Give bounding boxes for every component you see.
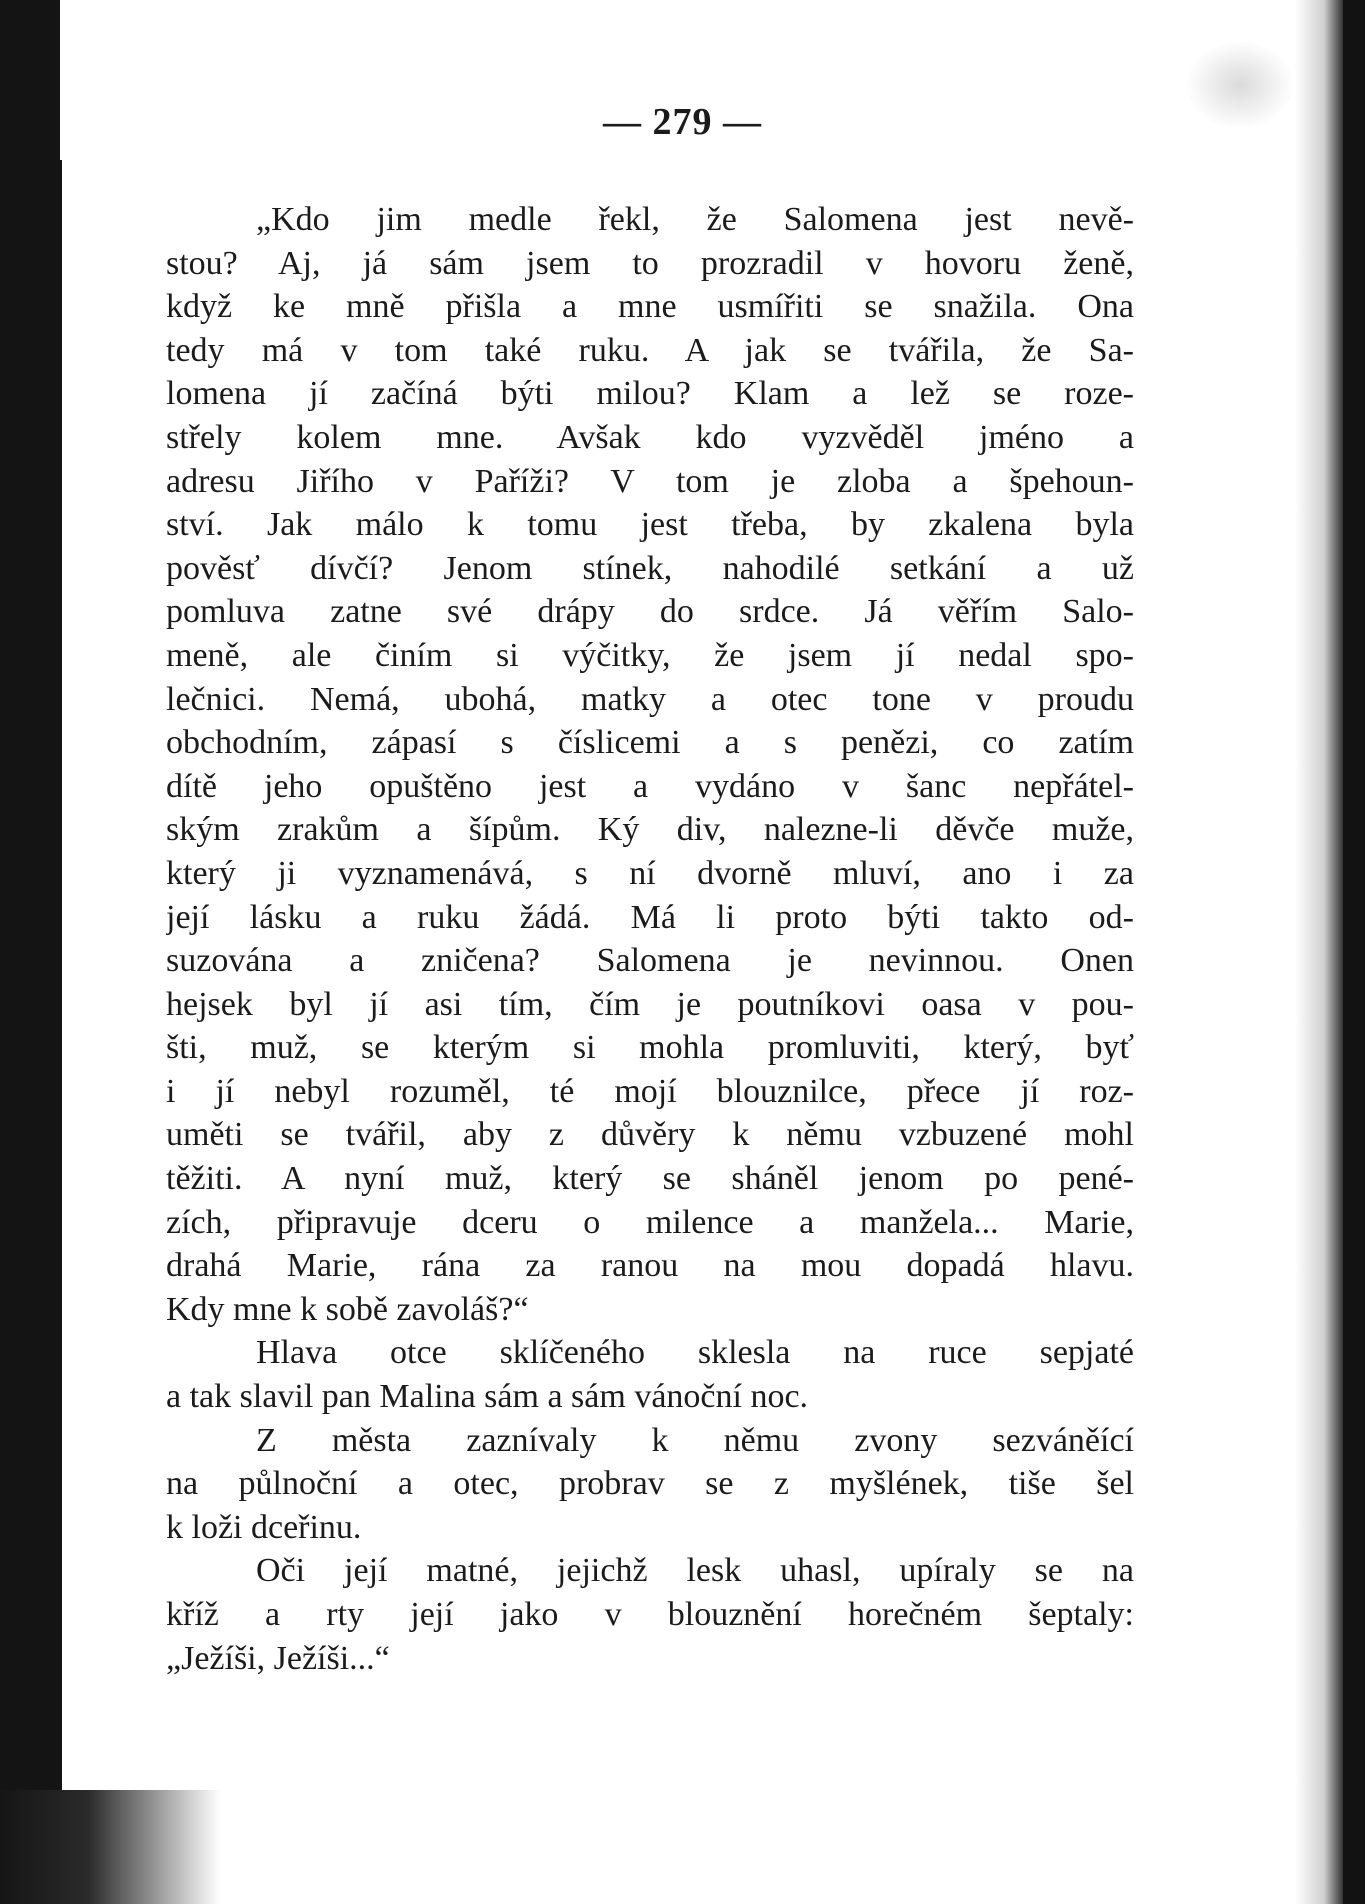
scan-right-shadow bbox=[1295, 0, 1343, 1904]
text-line: střely kolem mne. Avšak kdo vyzvěděl jméno a bbox=[166, 418, 1134, 456]
text-line: „Ježíši, Ježíši...“ bbox=[166, 1639, 390, 1677]
text-line: který ji vyznamenává, s ní dvorně mluví, ano i za bbox=[166, 854, 1134, 892]
text-line: meně, ale činím si výčitky, že jsem jí nedal spo- bbox=[166, 636, 1134, 674]
text-line: drahá Marie, rána za ranou na mou dopadá hlavu. bbox=[166, 1247, 1134, 1285]
scan-left-border-inner bbox=[52, 160, 62, 1904]
text-line: kříž a rty její jako v blouznění horečném šeptaly: bbox=[166, 1596, 1134, 1633]
text-line: adresu Jiřího v Paříži? V tom je zloba a špehoun- bbox=[166, 462, 1134, 500]
text-line: její lásku a ruku žádá. Má li proto býti takto od- bbox=[166, 898, 1134, 936]
scan-right-border bbox=[1343, 0, 1365, 1904]
text-line: když ke mně přišla a mne usmířiti se snažila. Ona bbox=[166, 288, 1134, 326]
text-line: tedy má v tom také ruku. A jak se tvářila, že Sa- bbox=[166, 331, 1134, 369]
text-line: suzována a zničena? Salomena je nevinnou. Onen bbox=[166, 942, 1134, 980]
text-line: šti, muž, se kterým si mohla promluviti, který, byť bbox=[166, 1029, 1134, 1067]
text-line: obchodním, zápasí s číslicemi a s penězi, co zatím bbox=[166, 724, 1134, 762]
text-line: k loži dceřinu. bbox=[166, 1508, 362, 1546]
text-line: hejsek byl jí asi tím, čím je poutníkovi oasa v pou- bbox=[166, 985, 1134, 1023]
text-line: na půlnoční a otec, probrav se z myšlének, tiše šel bbox=[166, 1465, 1134, 1503]
text-line: Hlava otce sklíčeného sklesla na ruce sepjaté bbox=[256, 1334, 1134, 1372]
text-line: pomluva zatne své drápy do srdce. Já věřím Salo- bbox=[166, 593, 1134, 631]
text-line: stou? Aj, já sám jsem to prozradil v hovoru ženě, bbox=[166, 244, 1134, 282]
text-line: dítě jeho opuštěno jest a vydáno v šanc nepřátel- bbox=[166, 767, 1134, 805]
text-line: i jí nebyl rozuměl, té mojí blouznilce, přece jí roz- bbox=[166, 1072, 1134, 1110]
text-line: Z města zaznívaly k němu zvony sezváněící bbox=[256, 1421, 1134, 1459]
scan-bottom-left-shadow bbox=[0, 1790, 220, 1904]
text-line: lečnici. Nemá, ubohá, matky a otec tone v proudu bbox=[166, 680, 1134, 718]
text-line: „Kdo jim medle řekl, že Salomena jest nevě- bbox=[256, 201, 1134, 238]
text-line: pověsť dívčí? Jenom stínek, nahodilé setkání a už bbox=[166, 549, 1134, 587]
text-line: ství. Jak málo k tomu jest třeba, by zkalena byla bbox=[166, 506, 1134, 544]
text-line: a tak slavil pan Malina sám a sám vánoční noc. bbox=[166, 1378, 809, 1416]
text-line: ským zrakům a šípům. Ký div, nalezne-li děvče muže, bbox=[166, 811, 1134, 849]
text-line: zích, připravuje dceru o milence a manžela... Marie, bbox=[166, 1203, 1134, 1241]
text-line: těžiti. A nyní muž, který se sháněl jenom po pené- bbox=[166, 1160, 1134, 1198]
text-line: lomena jí začíná býti milou? Klam a lež se roze- bbox=[166, 375, 1134, 413]
page-number: — 279 — bbox=[603, 101, 762, 143]
text-line: Kdy mne k sobě zavoláš?“ bbox=[166, 1290, 529, 1328]
body-text bbox=[166, 198, 1134, 1680]
text-line: Oči její matné, jejichž lesk uhasl, upíraly se na bbox=[256, 1552, 1134, 1590]
text-line: uměti se tvářil, aby z důvěry k němu vzbuzené mohl bbox=[166, 1116, 1134, 1154]
scan-left-border bbox=[0, 0, 60, 1904]
